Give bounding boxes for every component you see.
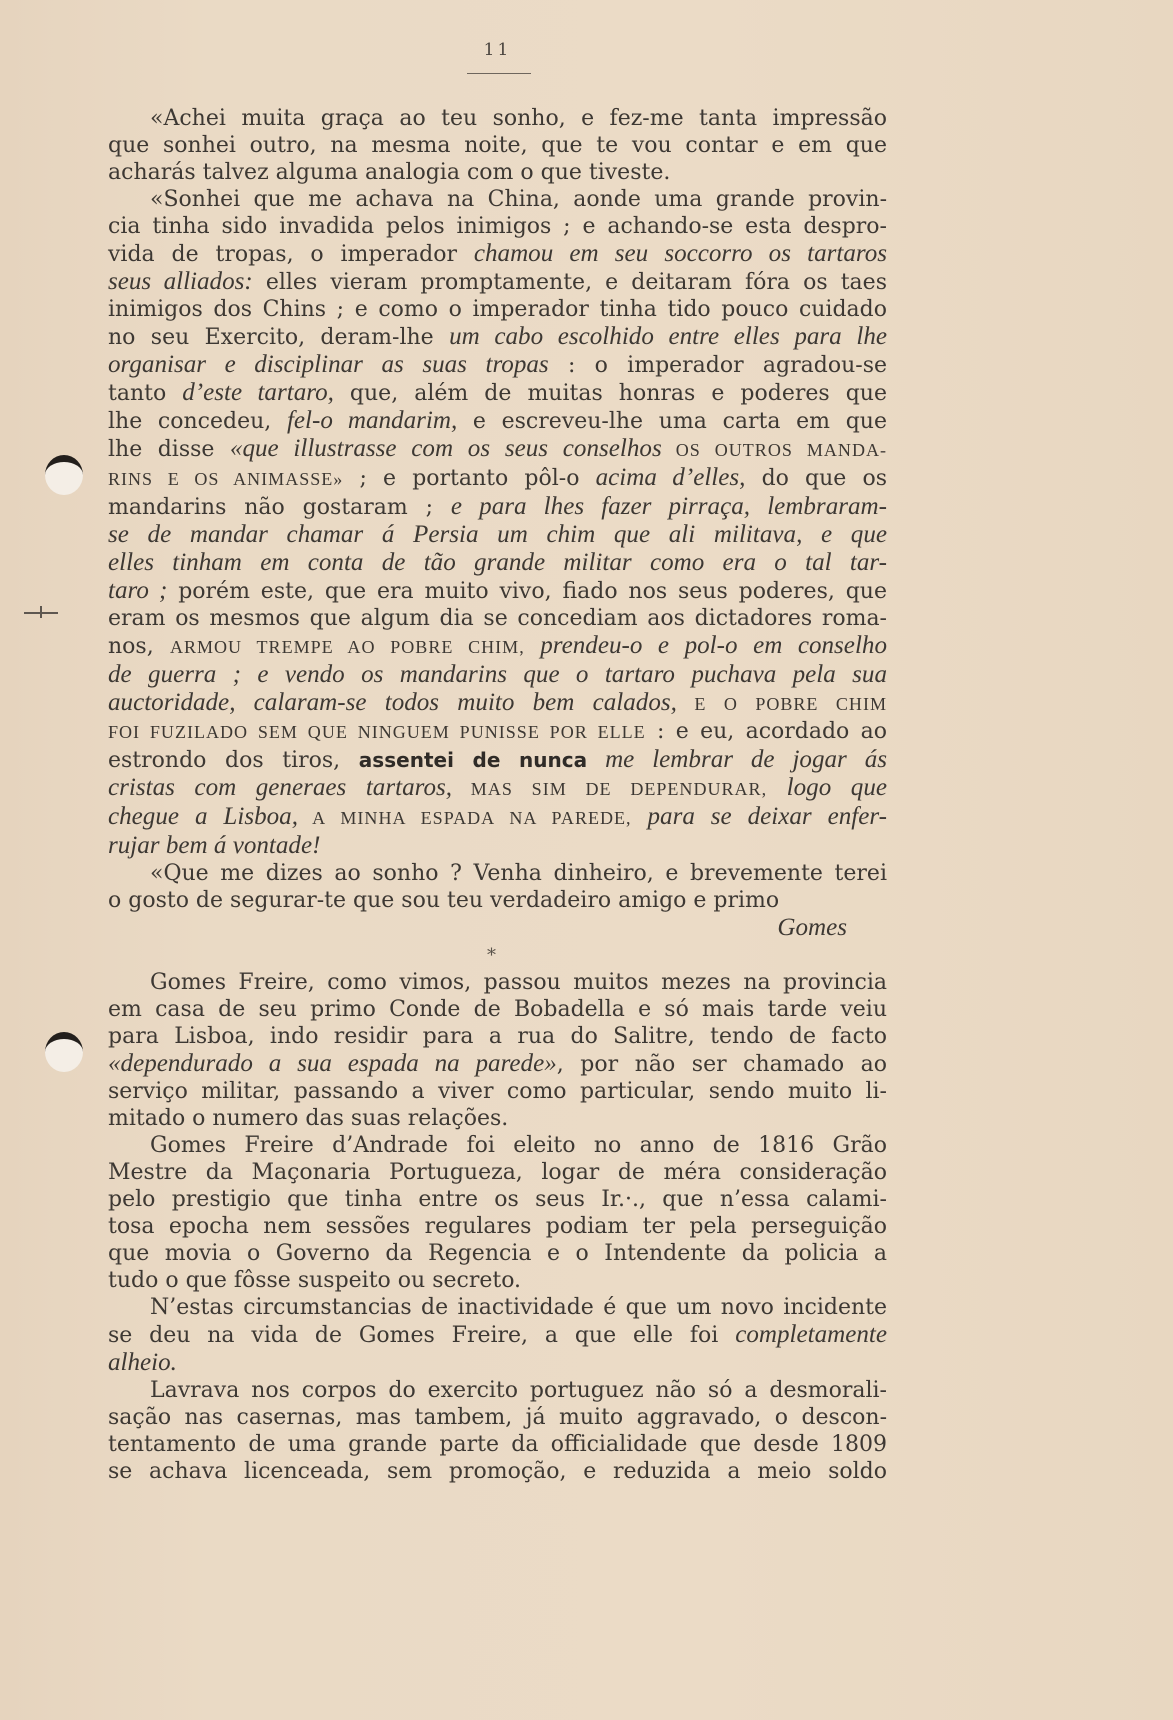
italic-run: organisar e disciplinar as suas tropas (108, 351, 549, 378)
body-line (108, 1132, 887, 1159)
text-run: lhe concedeu, (108, 409, 287, 434)
text-run: «Que me dizes ao sonho ? Venha dinheiro, e brevemente terei (150, 861, 887, 886)
text-run: que, além de muitas honras e poderes que (333, 381, 887, 406)
text-run: nos, (108, 634, 170, 659)
italic-run: se de mandar chamar á Persia um chim que ali militava, e que (108, 521, 887, 548)
letter-line (108, 351, 887, 379)
letter-line (108, 860, 887, 887)
text-run: o gosto de segurar-te que sou teu verdadeiro amigo e primo (108, 888, 780, 913)
italic-run: logo que (767, 774, 887, 801)
text-run: , por não ser chamado ao (556, 1052, 887, 1077)
letter-line (108, 832, 887, 860)
italic-run: «dependurado a sua espada na parede» (108, 1050, 557, 1077)
text-run: eram os mesmos que algum dia se concediam aos dictadores roma- (108, 606, 887, 631)
bold-run: assentei de nunca (358, 748, 588, 772)
body-line (108, 1023, 887, 1050)
body-line (108, 1267, 887, 1294)
body-line (108, 1050, 887, 1078)
small-caps-run: FOI FUZILADO SEM QUE NINGUEM PUNISSE POR ELLE (108, 722, 646, 742)
body-line (108, 1186, 887, 1213)
italic-run: de guerra ; e vendo os mandarins que o tartaro puchava pela sua (108, 661, 887, 688)
letter-line (108, 577, 887, 605)
body-text (108, 969, 887, 1485)
text-run: mandarins não gostaram ; (108, 495, 451, 520)
text-run: cia tinha sido invadida pelos inimigos ; e achando-se esta despro- (108, 214, 887, 239)
letter-line (108, 774, 887, 803)
text-run: que movia o Governo da Regencia e o Intendente da policia a (108, 1241, 887, 1266)
text-run: inimigos dos Chins ; e como o imperador tinha tido pouco cuidado (108, 297, 887, 322)
signature-text: Gomes (777, 914, 847, 941)
text-run: estrondo dos tiros, (108, 748, 359, 773)
letter-line (108, 240, 887, 268)
text-run: vida de tropas, o imperador (108, 242, 474, 267)
binding-hole (45, 455, 83, 495)
text-run: mitado o numero das suas relações. (108, 1106, 509, 1131)
letter-line (108, 718, 887, 746)
section-break: * (487, 945, 496, 966)
letter-line (108, 803, 887, 832)
body-line (108, 1240, 887, 1267)
letter-line (108, 323, 887, 351)
italic-run: cristas com generaes tartaros, (108, 774, 453, 801)
letter-line (108, 186, 887, 213)
text-run: N’estas circumstancias de inactividade é que um novo incidente (150, 1295, 887, 1320)
body-line (108, 1294, 887, 1321)
text-run: Gomes Freire d’Andrade foi eleito no anno de 1816 Grão (150, 1133, 887, 1158)
italic-run: seus alliados: (108, 268, 253, 295)
text-run: : o imperador agradou-se (548, 353, 887, 378)
italic-run: para se deixar enfer- (631, 803, 888, 830)
letter-line (108, 746, 887, 774)
letter-line (108, 521, 887, 549)
letter-line (108, 435, 887, 464)
letter-line (108, 605, 887, 632)
text-run: Mestre da Maçonaria Portugueza, logar de méra consideração (108, 1160, 887, 1185)
text-run: e escreveu-lhe uma carta em que (457, 409, 887, 434)
text-run: tudo o que fôsse suspeito ou secreto. (108, 1268, 522, 1293)
letter-line (108, 105, 887, 132)
small-caps-run: RINS E OS ANIMASSE» (108, 469, 344, 489)
text-run: se achava licenceada, sem promoção, e reduzida a meio soldo (108, 1459, 887, 1484)
text-run: «Achei muita graça ao teu sonho, e fez-me tanta impressão (150, 106, 887, 131)
italic-run: taro ; (108, 577, 168, 604)
text-run: se deu na vida de Gomes Freire, a que elle foi (108, 1323, 736, 1348)
letter-line (108, 296, 887, 323)
italic-run: «que illustrasse com os seus conselhos (229, 435, 662, 462)
text-run: pelo prestigio que tinha entre os seus Ir.·., que n’essa calami- (108, 1187, 887, 1212)
text-run: para Lisboa, indo residir para a rua do Salitre, tendo de facto (108, 1024, 887, 1049)
text-run: lhe disse (108, 437, 230, 462)
text-run: Gomes Freire, como vimos, passou muitos mezes na provincia (150, 970, 887, 995)
italic-run: acima d’elles, (595, 464, 746, 491)
body-line (108, 1078, 887, 1105)
letter-line (108, 464, 887, 493)
quoted-letter (108, 105, 887, 942)
body-line (108, 1159, 887, 1186)
letter-line (108, 213, 887, 240)
body-line (108, 1349, 887, 1377)
text-run: no seu Exercito, deram-lhe (108, 325, 450, 350)
text-run: que sonhei outro, na mesma noite, que te vou contar e em que (108, 133, 887, 158)
italic-run: elles tinham em conta de tão grande militar como era o tal tar- (108, 549, 887, 576)
text-run: do que os (745, 466, 887, 491)
body-line (108, 996, 887, 1023)
italic-run: me lembrar de jogar ás (587, 746, 887, 773)
italic-run: chegue a Lisboa, (108, 803, 298, 830)
text-run: tanto (108, 381, 183, 406)
text-run: acharás talvez alguma analogia com o que tiveste. (108, 160, 671, 185)
text-run: : e eu, acordado ao (645, 719, 887, 744)
body-line (108, 1431, 887, 1458)
italic-run: completamente (735, 1321, 887, 1348)
text-run: elles vieram promptamente, e deitaram fóra os taes (252, 270, 887, 295)
text-run: em casa de seu primo Conde de Bobadella e só mais tarde veiu (108, 997, 887, 1022)
letter-line (108, 379, 887, 407)
binding-hole (45, 1032, 83, 1072)
italic-run: d’este tartaro, (182, 379, 334, 406)
letter-line (108, 493, 887, 521)
text-block (108, 105, 887, 1485)
letter-line (108, 689, 887, 718)
italic-run: um cabo escolhido entre elles para lhe (449, 323, 887, 350)
body-line (108, 1404, 887, 1431)
small-caps-run: MAS SIM DE DEPENDURAR, (452, 779, 768, 799)
italic-run: fel-o mandarim, (286, 407, 458, 434)
text-run: Lavrava nos corpos do exercito portuguez não só a desmorali- (150, 1378, 887, 1403)
letter-line (108, 661, 887, 689)
text-run: serviço militar, passando a viver como particular, sendo muito li- (108, 1079, 887, 1104)
italic-run: prendeu-o e pol-o em conselho (524, 632, 887, 659)
text-run: sação nas casernas, mas tambem, já muito aggravado, o descon- (108, 1405, 887, 1430)
letter-line (108, 887, 887, 914)
body-line (108, 1105, 887, 1132)
letter-line (108, 549, 887, 577)
body-line (108, 1377, 887, 1404)
letter-line (108, 132, 887, 159)
body-line (108, 1213, 887, 1240)
italic-run: alheio. (108, 1349, 177, 1376)
text-run: «Sonhei que me achava na China, aonde uma grande provin- (150, 187, 887, 212)
header-rule (467, 73, 531, 74)
small-caps-run: A MINHA ESPADA NA PAREDE, (298, 808, 632, 828)
letter-line (108, 632, 887, 661)
margin-mark (40, 606, 42, 618)
body-line (108, 969, 887, 996)
text-run: tosa epocha nem sessões regulares podiam ter pela perseguição (108, 1214, 887, 1239)
letter-line (108, 407, 887, 435)
letter-signature (108, 914, 887, 942)
small-caps-run: E O POBRE CHIM (676, 694, 887, 714)
italic-run: rujar bem á vontade! (108, 832, 321, 859)
italic-run: chamou em seu soccorro os tartaros (473, 240, 888, 267)
italic-run: auctoridade, calaram-se todos muito bem calados, (108, 689, 677, 716)
body-line (108, 1458, 887, 1485)
small-caps-run: OS OUTROS MANDA- (661, 440, 887, 460)
text-run: ; e portanto pôl-o (343, 466, 596, 491)
body-line (108, 1321, 887, 1349)
small-caps-run: ARMOU TREMPE AO POBRE CHIM, (169, 637, 525, 657)
page-number: 11 (483, 40, 512, 60)
italic-run: e para lhes fazer pirraça, lembraram- (450, 493, 887, 520)
text-run: tentamento de uma grande parte da officialidade que desde 1809 (108, 1432, 887, 1457)
letter-line (108, 159, 887, 186)
text-run: porém este, que era muito vivo, fiado nos seus poderes, que (167, 579, 887, 604)
letter-line (108, 268, 887, 296)
